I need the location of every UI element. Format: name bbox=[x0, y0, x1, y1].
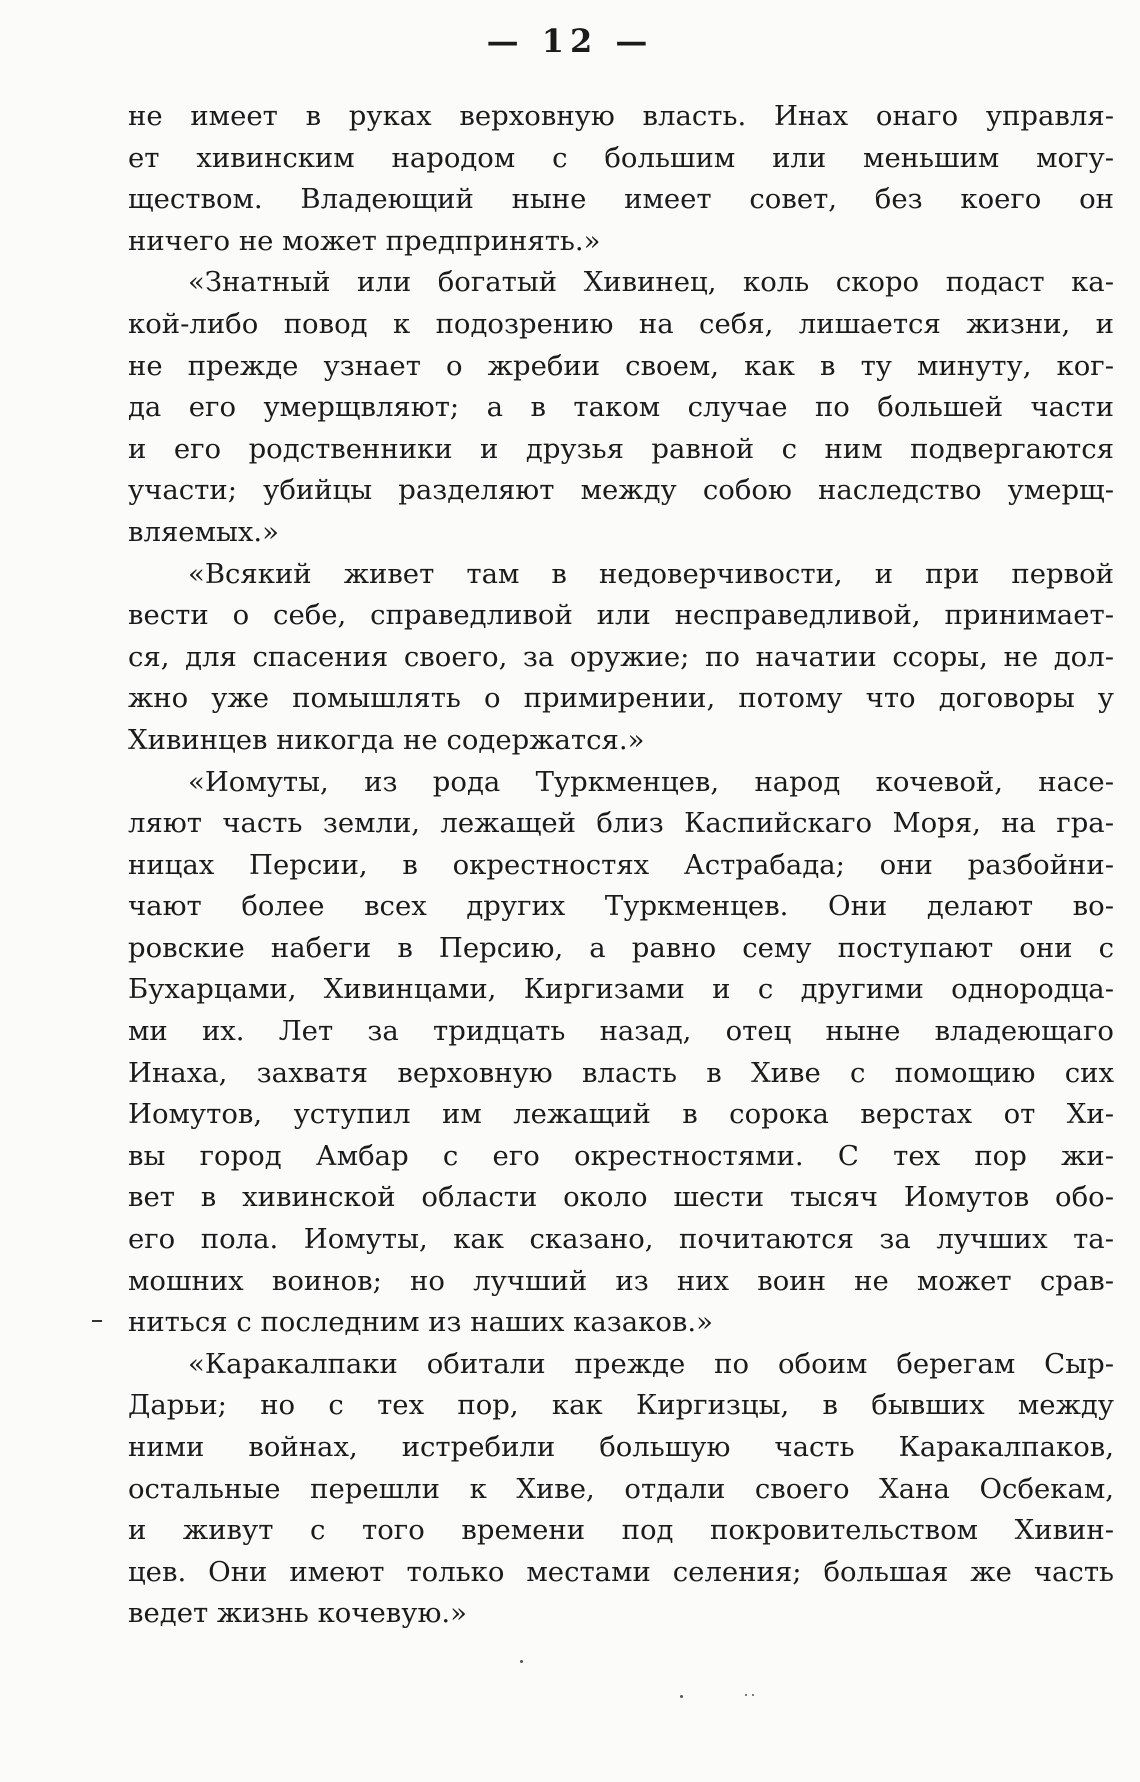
text-line: его пола. Иомуты, как сказано, почитаются за лучших та- bbox=[128, 1223, 1114, 1256]
text-line: ведет жизнь кочевую.» bbox=[128, 1597, 467, 1630]
text-line: ними войнах, истребили большую часть Каракалпаков, bbox=[128, 1431, 1114, 1463]
text-line: ничего не может предпринять.» bbox=[128, 224, 601, 257]
text-line: не прежде узнает о жребии своем, как в ту минуту, ког- bbox=[128, 349, 1114, 382]
ink-speck bbox=[752, 1694, 754, 1696]
text-line: ницах Персии, в окрестностях Астрабада; они разбойни- bbox=[128, 848, 1114, 881]
text-line: цев. Они имеют только местами селения; большая же часть bbox=[128, 1555, 1114, 1588]
text-line: остальные перешли к Хиве, отдали своего Хана Осбекам, bbox=[128, 1472, 1114, 1505]
paragraph-start-line: «Каракалпаки обитали прежде по обоим берегам Сыр- bbox=[188, 1347, 1114, 1380]
text-line: вести о себе, справедливой или несправедливой, принимает- bbox=[128, 599, 1114, 632]
text-line: и живут с того времени под покровительством Хивин- bbox=[128, 1514, 1114, 1547]
text-line: ми их. Лет за тридцать назад, отец ныне владеющаго bbox=[128, 1015, 1114, 1048]
text-line: кой-либо повод к подозрению на себя, лишается жизни, и bbox=[128, 307, 1114, 340]
text-line: участи; убийцы разделяют между собою наследство умерщ- bbox=[128, 474, 1114, 507]
text-line: да его умерщвляют; а в таком случае по большей части bbox=[128, 391, 1114, 424]
text-line: чают более всех других Туркменцев. Они делают во- bbox=[128, 890, 1114, 923]
paragraph-start-line: «Всякий живет там в недоверчивости, и при первой bbox=[188, 557, 1114, 590]
text-line: мошних воинов; но лучший из них воин не может срав- bbox=[128, 1264, 1114, 1297]
text-line: вы город Амбар с его окрестностями. С тех пор жи- bbox=[128, 1139, 1114, 1172]
text-line: вляемых.» bbox=[128, 515, 279, 548]
text-line: ровские набеги в Персию, а равно сему поступают они с bbox=[128, 931, 1114, 964]
text-line: и его родственники и друзья равной с ним подвергаются bbox=[128, 432, 1114, 465]
text-line: ществом. Владеющий ныне имеет совет, без коего он bbox=[128, 183, 1114, 216]
text-line: Иомутов, уступил им лежащий в сорока верстах от Хи- bbox=[128, 1098, 1114, 1131]
margin-mark bbox=[92, 1320, 102, 1322]
text-line: ниться с последним из наших казаков.» bbox=[128, 1306, 713, 1339]
text-line: не имеет в руках верховную власть. Инах онаго управля- bbox=[128, 100, 1114, 132]
text-line: ся, для спасения своего, за оружие; по начатии ссоры, не дол- bbox=[128, 640, 1114, 673]
text-line: ляют часть земли, лежащей близ Каспийскаго Моря, на гра- bbox=[128, 807, 1114, 840]
text-line: Бухарцами, Хивинцами, Киргизами и с другими однородца- bbox=[128, 973, 1114, 1006]
ink-speck bbox=[680, 1695, 683, 1698]
page-number: — 12 — bbox=[486, 22, 654, 60]
text-line: Хивинцев никогда не содержатся.» bbox=[128, 723, 645, 756]
paragraph-start-line: «Иомуты, из рода Туркменцев, народ кочевой, насе- bbox=[188, 765, 1114, 798]
text-line: вет в хивинской области около шести тысяч Иомутов обо- bbox=[128, 1181, 1114, 1214]
text-line: Инаха, захватя верховную власть в Хиве с помощию сих bbox=[128, 1056, 1114, 1089]
ink-speck bbox=[745, 1694, 747, 1696]
text-line: жно уже помышлять о примирении, потому что договоры у bbox=[128, 682, 1114, 715]
text-line: Дарьи; но с тех пор, как Киргизцы, в бывших между bbox=[128, 1389, 1114, 1422]
body-text bbox=[128, 96, 1114, 1635]
ink-speck bbox=[520, 1660, 523, 1663]
paragraph-start-line: «Знатный или богатый Хивинец, коль скоро подаст ка- bbox=[188, 266, 1114, 299]
text-line: ет хивинским народом с большим или меньшим могу- bbox=[128, 141, 1114, 174]
